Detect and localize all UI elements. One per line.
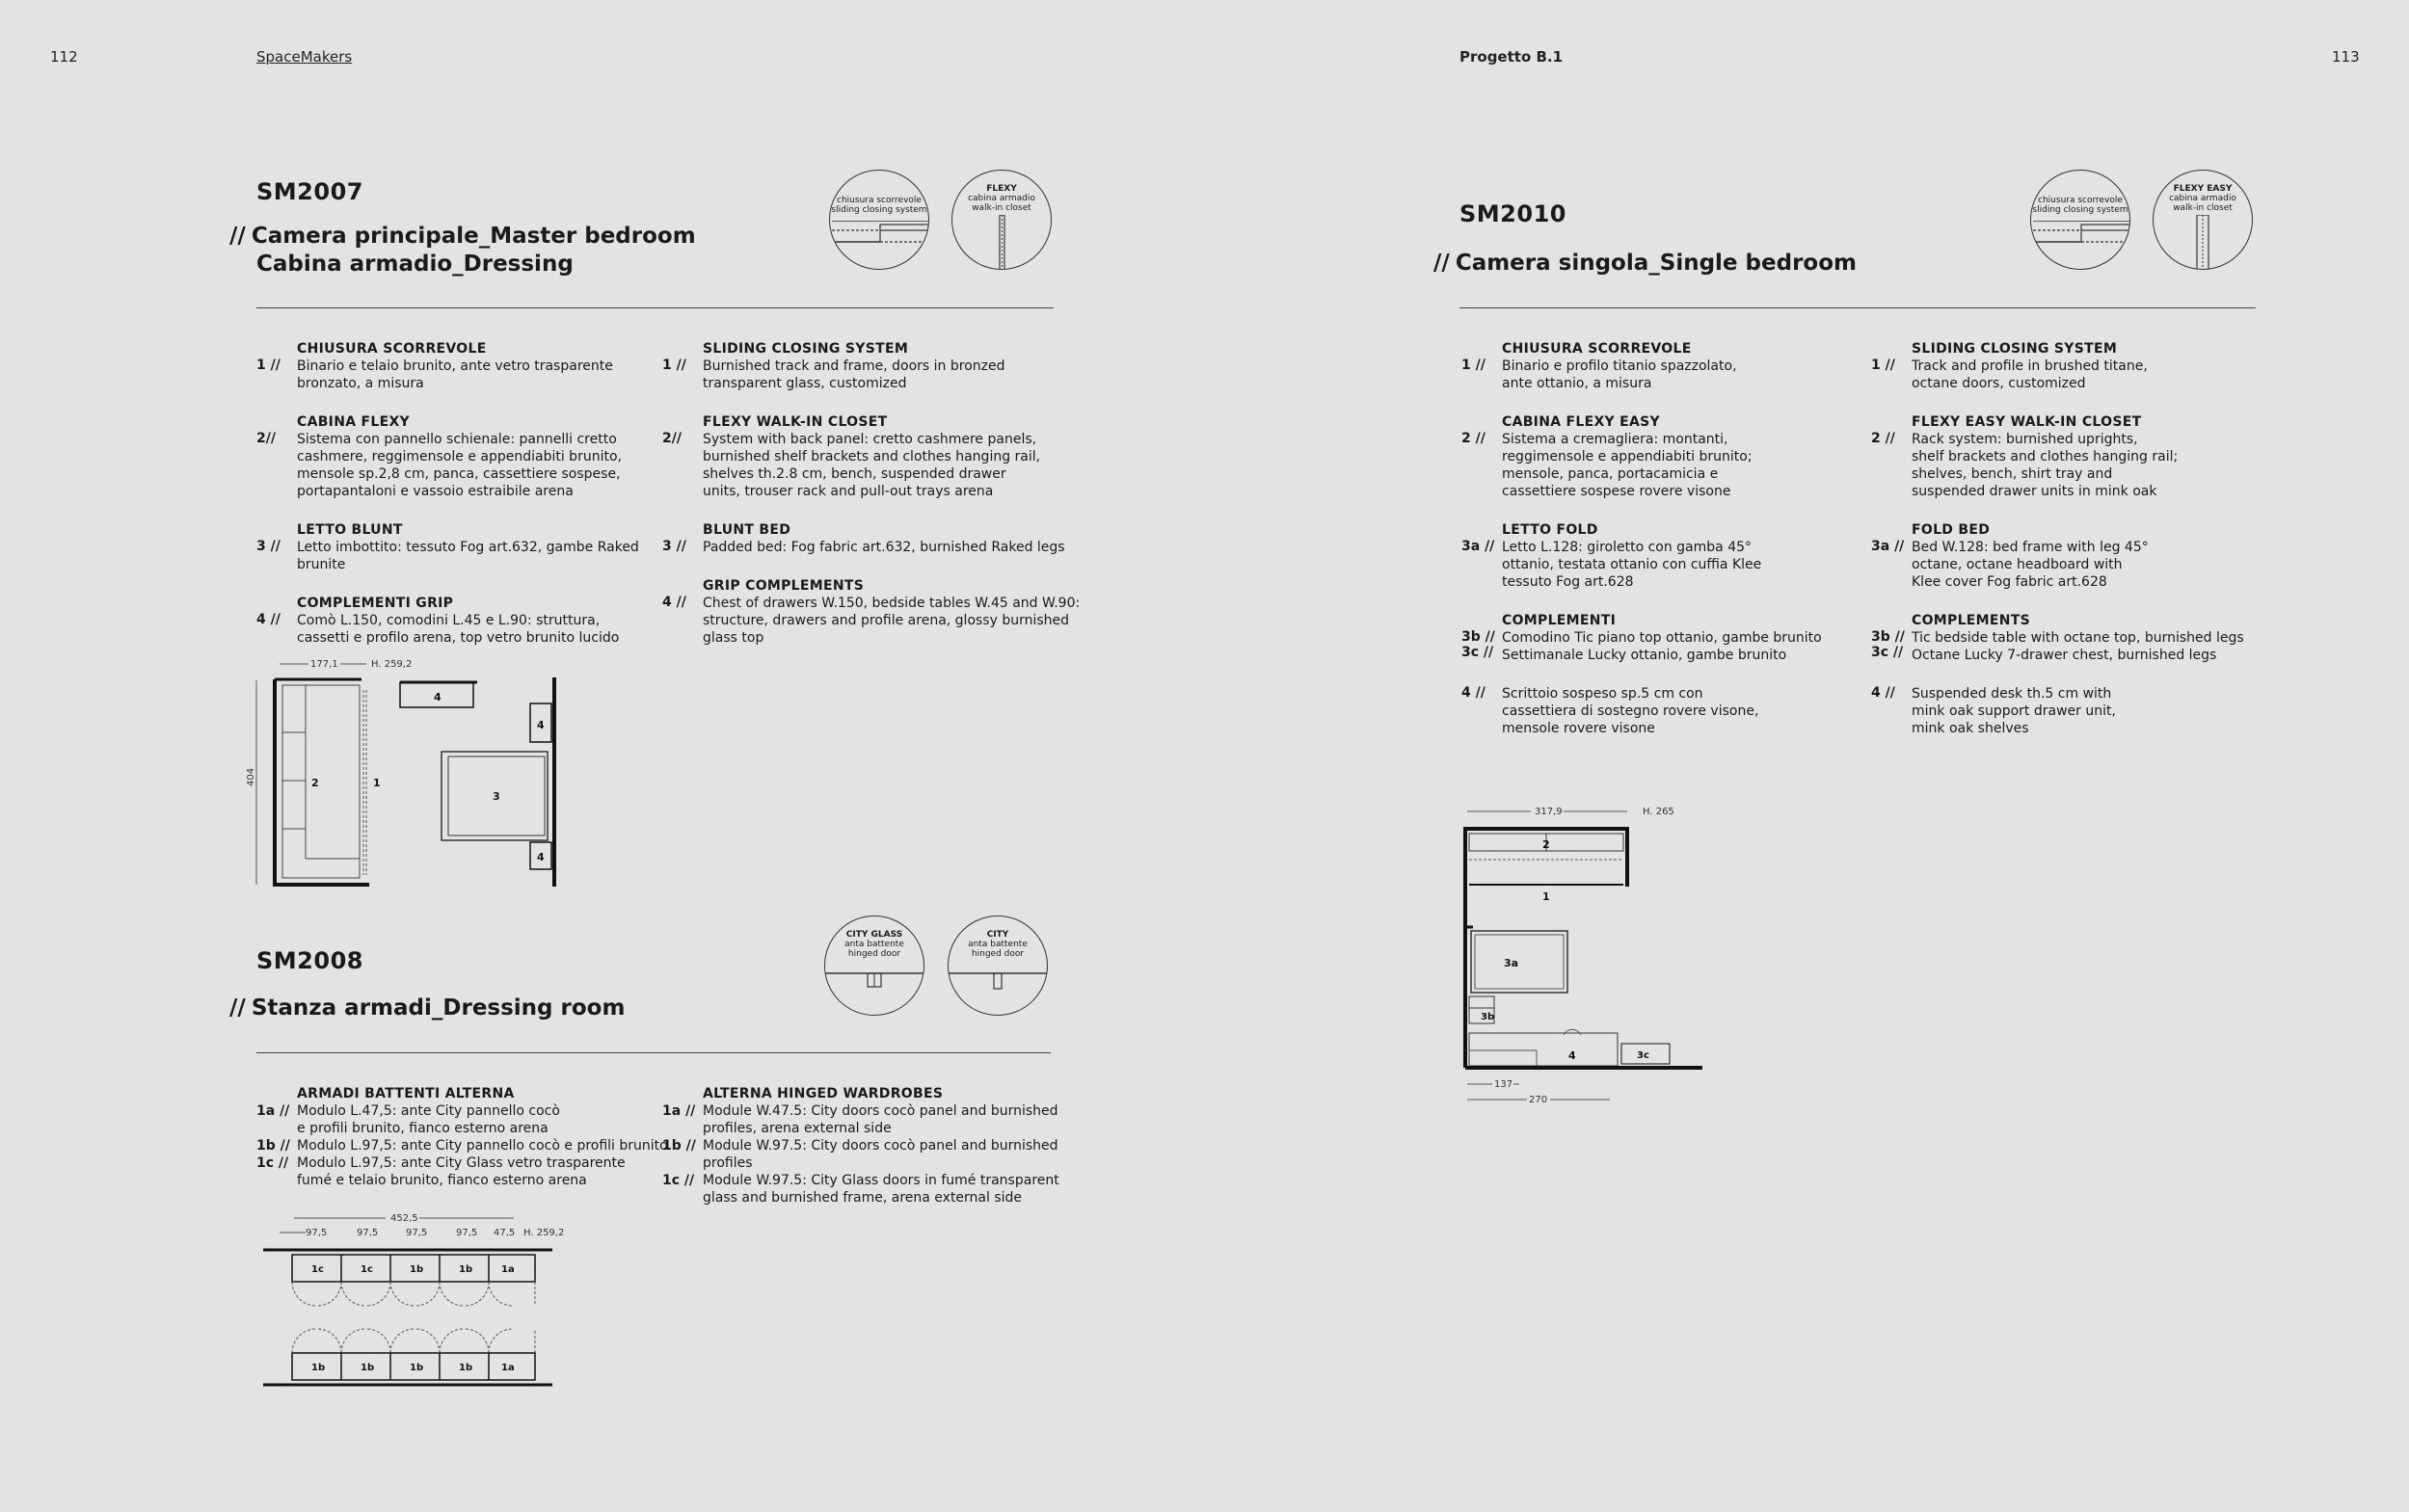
- sm2007-it-item-4: [256, 595, 683, 647]
- sm2008-en-item: [662, 1085, 1108, 1207]
- plan-label-4c: 4: [537, 851, 545, 863]
- dim-height: H. 265: [1643, 807, 1674, 817]
- item-number: 3b // 3c //: [1871, 629, 1905, 660]
- hinged-door-icon: [949, 968, 1048, 1007]
- item-body: Rack system: burnished uprights, shelf brackets and clothes hanging rail; shelves, bench, shirt tray and suspended drawer units in mink oak: [1912, 432, 2179, 499]
- sm2007-title-line1: Camera principale_Master bedroom: [251, 224, 696, 249]
- sm2010-en-item-2: [1871, 413, 2297, 500]
- flexy-upright-icon: [952, 215, 1052, 270]
- item-number: 2//: [662, 431, 682, 446]
- sm2007-floor-plan: [246, 653, 574, 894]
- item-body: Chest of drawers W.150, bedside tables W.45 and W.90: structure, drawers and profile arena, glossy burnished glass top: [703, 596, 1081, 646]
- plan-label-3c: 3c: [1637, 1050, 1649, 1061]
- sm2010-title-text: Camera singola_Single bedroom: [1455, 251, 1857, 276]
- line-1c: [256, 1154, 702, 1189]
- plan-label-2: 2: [1542, 838, 1550, 851]
- brand-link[interactable]: SpaceMakers: [256, 48, 353, 66]
- item-body: Track and profile in brushed titane, octane doors, customized: [1912, 358, 2148, 391]
- rack-upright-icon: [2154, 215, 2253, 270]
- sliding-door-icon: [830, 221, 929, 269]
- item-body: Padded bed: Fog fabric art.632, burnished Raked legs: [703, 540, 1065, 555]
- dim-module-3: 97,5: [406, 1228, 428, 1238]
- sm2007-title: [229, 223, 696, 279]
- page-number-left: 112: [50, 48, 78, 66]
- item-heading: LETTO BLUNT: [297, 522, 403, 538]
- dim-width: 177,1: [310, 659, 338, 670]
- sm2010-it-item-2: [1461, 413, 1887, 500]
- item-body: Letto imbottito: tessuto Fog art.632, gambe Raked brunite: [297, 540, 639, 572]
- item-text: Module W.47.5: City doors cocò panel and burnished profiles, arena external side: [703, 1103, 1058, 1136]
- item-heading: FOLD BED: [1912, 522, 1991, 538]
- line-1b: [662, 1137, 1108, 1172]
- city-badge: [948, 915, 1048, 1016]
- item-heading: SLIDING CLOSING SYSTEM: [1912, 341, 2118, 357]
- dim-module-2: 97,5: [357, 1228, 379, 1238]
- module-bottom-5: 1a: [501, 1363, 515, 1373]
- dim-module-4: 97,5: [456, 1228, 478, 1238]
- title-slash: //: [1433, 251, 1450, 276]
- sm2010-en-item-3: [1871, 521, 2297, 591]
- module-top-4: 1b: [459, 1264, 473, 1275]
- sm2008-code: SM2008: [256, 947, 363, 974]
- item-body: Burnished track and frame, doors in bronzed transparent glass, customized: [703, 358, 1005, 391]
- line-1b: [256, 1137, 702, 1154]
- item-number: 3a //: [1461, 539, 1495, 554]
- plan-label-4b: 4: [537, 719, 545, 731]
- sm2008-en-list: [662, 1085, 1108, 1228]
- plan-label-3: 3: [493, 790, 500, 803]
- item-heading: CABINA FLEXY: [297, 414, 410, 430]
- item-body: Binario e telaio brunito, ante vetro trasparente bronzato, a misura: [297, 358, 613, 391]
- plan-label-2: 2: [311, 777, 319, 789]
- dim-module-1: 97,5: [306, 1228, 328, 1238]
- item-heading: GRIP COMPLEMENTS: [703, 578, 865, 594]
- item-heading: ALTERNA HINGED WARDROBES: [703, 1086, 944, 1101]
- item-text: Modulo L.97,5: ante City pannello cocò e profili brunito: [297, 1138, 668, 1154]
- sm2007-en-item-4: [662, 577, 1108, 647]
- flexy-badge: [951, 170, 1052, 270]
- item-number: 1c //: [256, 1155, 289, 1171]
- title-slash: //: [229, 224, 246, 249]
- module-top-1: 1c: [311, 1264, 324, 1275]
- item-text: Modulo L.97,5: ante City Glass vetro trasparente fumé e telaio brunito, fianco esterno arena: [297, 1155, 626, 1188]
- item-heading: CHIUSURA SCORREVOLE: [297, 341, 487, 357]
- item-text: Modulo L.47,5: ante City pannello cocò e profili brunito, fianco esterno arena: [297, 1103, 560, 1136]
- item-body: Comò L.150, comodini L.45 e L.90: struttura, cassetti e profilo arena, top vetro brunito lucido: [297, 613, 620, 646]
- sm2010-en-list: [1871, 340, 2297, 758]
- module-bottom-4: 1b: [459, 1363, 473, 1373]
- page-number-right: 113: [2332, 48, 2360, 66]
- sm2010-it-item-1: [1461, 340, 1887, 392]
- module-bottom-3: 1b: [410, 1363, 424, 1373]
- sm2007-en-item-3: [662, 521, 1108, 556]
- sm2007-en-item-2: [662, 413, 1108, 500]
- item-number: 3 //: [256, 539, 281, 554]
- sm2008-it-list: [256, 1085, 702, 1210]
- sm2010-en-item-1: [1871, 340, 2297, 392]
- item-heading: FLEXY EASY WALK-IN CLOSET: [1912, 414, 2142, 430]
- item-heading: LETTO FOLD: [1502, 522, 1598, 538]
- sm2010-en-item-5: [1871, 685, 2297, 737]
- item-heading: COMPLEMENTI GRIP: [297, 596, 454, 611]
- sm2010-code: SM2010: [1459, 200, 1566, 227]
- item-number: 1a //: [256, 1103, 290, 1119]
- item-number: 4 //: [1461, 685, 1486, 701]
- item-number: 3b // 3c //: [1461, 629, 1495, 660]
- dim-137: 137: [1494, 1079, 1513, 1090]
- dim-height: H. 259,2: [371, 659, 413, 670]
- plan-label-3a: 3a: [1504, 957, 1519, 969]
- item-body: Suspended desk th.5 cm with mink oak support drawer unit, mink oak shelves: [1912, 686, 2116, 736]
- item-number: 1 //: [1461, 358, 1486, 373]
- module-top-5: 1a: [501, 1264, 515, 1275]
- sliding-system-badge: [829, 170, 929, 270]
- sm2007-it-item-3: [256, 521, 683, 573]
- item-text: Module W.97.5: City Glass doors in fumé transparent glass and burnished frame, arena external side: [703, 1173, 1059, 1206]
- sliding-door-icon: [2031, 221, 2130, 269]
- item-heading: ARMADI BATTENTI ALTERNA: [297, 1086, 515, 1101]
- item-number: 3a //: [1871, 539, 1905, 554]
- sm2008-title-text: Stanza armadi_Dressing room: [251, 995, 626, 1021]
- dim-270: 270: [1529, 1095, 1548, 1105]
- dim-depth: 404: [246, 767, 256, 786]
- dim-module-5: 47,5: [494, 1228, 516, 1238]
- city-glass-badge: [824, 915, 924, 1016]
- title-slash: //: [229, 995, 246, 1021]
- item-number: 1c //: [662, 1173, 695, 1188]
- line-1a: [256, 1102, 702, 1137]
- dim-height: H. 259,2: [523, 1228, 565, 1238]
- plan-label-3b: 3b: [1481, 1012, 1495, 1022]
- sm2008-it-item: [256, 1085, 702, 1189]
- item-number: 2 //: [1461, 431, 1486, 446]
- item-heading: CABINA FLEXY EASY: [1502, 414, 1660, 430]
- sm2007-it-list: [256, 340, 683, 668]
- module-bottom-2: 1b: [361, 1363, 375, 1373]
- module-top-2: 1c: [361, 1264, 373, 1275]
- item-number: 2//: [256, 431, 276, 446]
- badge-subtitle: anta battente hinged door: [844, 940, 904, 959]
- item-number: 1 //: [1871, 358, 1895, 373]
- item-number: 1 //: [662, 358, 686, 373]
- sm2007-it-item-1: [256, 340, 683, 392]
- badge-subtitle: cabina armadio walk-in closet: [968, 194, 1035, 213]
- plan-label-1: 1: [373, 777, 381, 789]
- sm2008-title: [229, 995, 625, 1022]
- dim-total: 452,5: [390, 1213, 418, 1224]
- badge-title: FLEXY EASY: [2173, 184, 2233, 194]
- item-body: Sistema con pannello schienale: pannelli cretto cashmere, reggimensole e appendiabiti brunito, mensole sp.2,8 cm, panca, cassettiere sospese, portapantaloni e vassoio estraibile arena: [297, 432, 622, 499]
- sm2010-floor-plan: [1456, 802, 1716, 1110]
- item-body: Tic bedside table with octane top, burnished legs Octane Lucky 7-drawer chest, burnished legs: [1912, 630, 2244, 663]
- sm2007-en-item-1: [662, 340, 1108, 392]
- flexy-easy-badge: [2153, 170, 2253, 270]
- item-number: 1b //: [662, 1138, 696, 1154]
- sm2008-divider: [256, 1052, 1051, 1053]
- sm2007-code: SM2007: [256, 178, 363, 205]
- item-heading: CHIUSURA SCORREVOLE: [1502, 341, 1692, 357]
- item-body: Binario e profilo titanio spazzolato, ante ottanio, a misura: [1502, 358, 1737, 391]
- item-body: Bed W.128: bed frame with leg 45° octane, octane headboard with Klee cover Fog fabric art.628: [1912, 540, 2149, 590]
- item-number: 3 //: [662, 539, 686, 554]
- dim-width: 317,9: [1535, 807, 1563, 817]
- badge-subtitle: chiusura scorrevole sliding closing system: [831, 196, 927, 215]
- item-number: 1a //: [662, 1103, 696, 1119]
- sliding-system-badge: [2030, 170, 2130, 270]
- sm2010-it-item-3: [1461, 521, 1887, 591]
- item-number: 2 //: [1871, 431, 1895, 446]
- item-number: 4 //: [662, 595, 686, 610]
- badge-title: CITY: [986, 930, 1009, 940]
- item-body: Scrittoio sospeso sp.5 cm con cassettiera di sostegno rovere visone, mensole rovere visone: [1502, 686, 1759, 736]
- sm2010-it-item-4: [1461, 612, 1887, 664]
- sm2010-it-list: [1461, 340, 1887, 758]
- item-heading: COMPLEMENTI: [1502, 613, 1617, 628]
- project-title: Progetto B.1: [1459, 48, 1564, 66]
- item-heading: BLUNT BED: [703, 522, 791, 538]
- sm2007-title-line2: Cabina armadio_Dressing: [256, 252, 574, 277]
- plan-label-4: 4: [434, 691, 442, 703]
- item-number: 1 //: [256, 358, 281, 373]
- item-body: Sistema a cremagliera: montanti, reggimensole e appendiabiti brunito; mensole, panca, portacamicia e cassettiere sospese rovere visone: [1502, 432, 1753, 499]
- item-number: 4 //: [256, 612, 281, 627]
- badge-subtitle: anta battente hinged door: [968, 940, 1028, 959]
- sm2010-title: [1433, 250, 1857, 278]
- item-body: System with back panel: cretto cashmere panels, burnished shelf brackets and clothes hanging rail, shelves th.2.8 cm, bench, suspended drawer units, trouser rack and pull-out trays arena: [703, 432, 1041, 499]
- sm2007-it-item-2: [256, 413, 683, 500]
- item-body: Comodino Tic piano top ottanio, gambe brunito Settimanale Lucky ottanio, gambe brunito: [1502, 630, 1822, 663]
- sm2008-wardrobe-plan: [255, 1207, 583, 1394]
- module-bottom-1: 1b: [311, 1363, 326, 1373]
- sm2007-en-list: [662, 340, 1108, 668]
- item-heading: COMPLEMENTS: [1912, 613, 2030, 628]
- sm2010-it-item-5: [1461, 685, 1887, 737]
- hinged-door-icon: [825, 968, 924, 1007]
- line-1a: [662, 1102, 1108, 1137]
- item-heading: SLIDING CLOSING SYSTEM: [703, 341, 909, 357]
- plan-label-4: 4: [1568, 1049, 1576, 1062]
- item-heading: FLEXY WALK-IN CLOSET: [703, 414, 888, 430]
- badge-subtitle: chiusura scorrevole sliding closing system: [2032, 196, 2128, 215]
- item-text: Module W.97.5: City doors cocò panel and burnished profiles: [703, 1138, 1058, 1171]
- module-top-3: 1b: [410, 1264, 424, 1275]
- badge-title: FLEXY: [986, 184, 1017, 194]
- plan-label-1: 1: [1542, 890, 1550, 903]
- item-number: 1b //: [256, 1138, 290, 1154]
- sm2007-divider: [256, 307, 1054, 308]
- item-number: 4 //: [1871, 685, 1895, 701]
- badge-subtitle: cabina armadio walk-in closet: [2169, 194, 2236, 213]
- sm2010-en-item-4: [1871, 612, 2297, 664]
- item-body: Letto L.128: giroletto con gamba 45° ottanio, testata ottanio con cuffia Klee tessuto Fog art.628: [1502, 540, 1762, 590]
- badge-title: CITY GLASS: [845, 930, 903, 940]
- sm2010-divider: [1459, 307, 2256, 308]
- line-1c: [662, 1172, 1108, 1207]
